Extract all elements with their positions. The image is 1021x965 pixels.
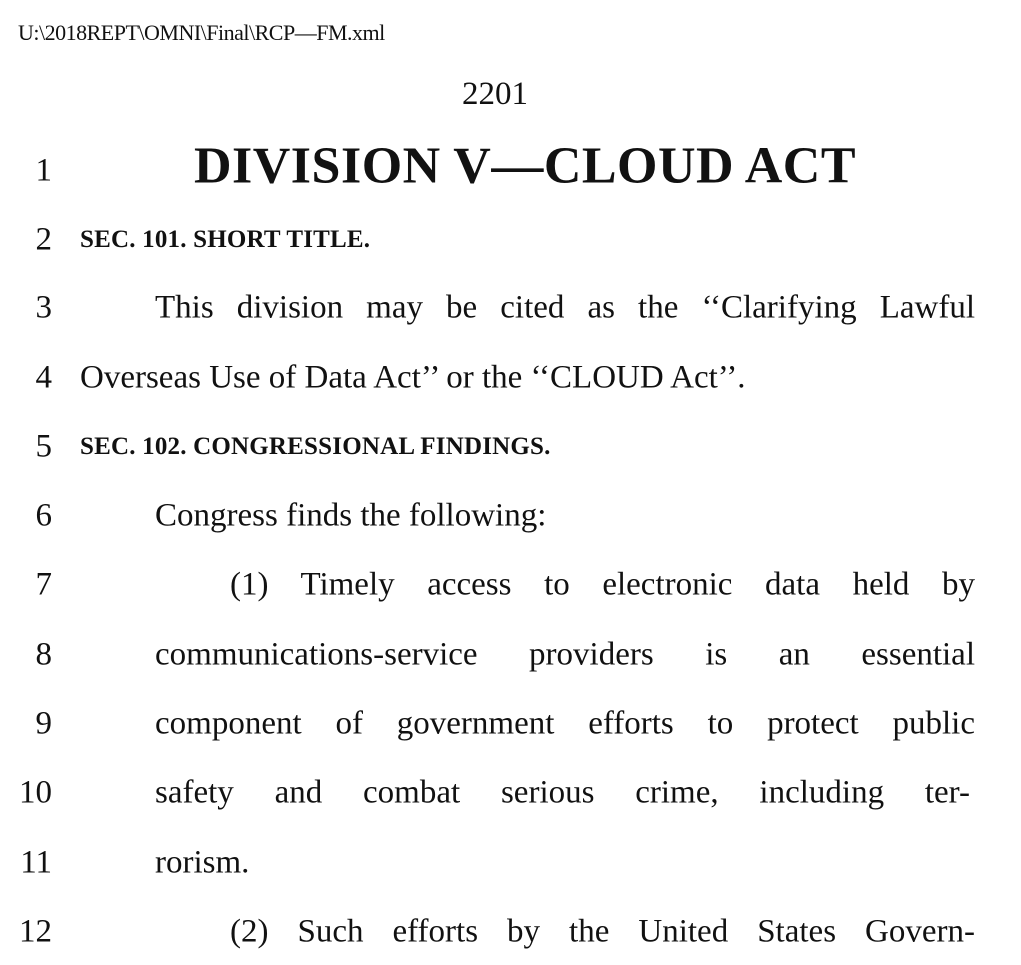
body-text-line: This division may be cited as the ‘‘Clarifying Lawful: [155, 289, 975, 326]
document-line: [0, 699, 1021, 749]
line-number: 4: [35, 359, 52, 396]
line-number: 7: [35, 566, 52, 603]
line-number: 6: [35, 497, 52, 534]
body-text-line: (1) Timely access to electronic data held by: [230, 566, 975, 603]
document-line: [0, 630, 1021, 680]
document-line: [0, 560, 1021, 610]
document-line: [0, 907, 1021, 957]
file-path: U:\2018REPT\OMNI\Final\RCP—FM.xml: [18, 20, 385, 45]
line-number: 9: [35, 705, 52, 742]
line-number: 5: [35, 428, 52, 465]
line-number: 8: [35, 636, 52, 673]
line-number: 11: [20, 844, 52, 881]
body-text-line: rorism.: [155, 844, 250, 881]
document-line: [0, 215, 1021, 265]
division-title: DIVISION V—CLOUD ACT: [193, 137, 857, 195]
line-number: 3: [35, 289, 52, 326]
body-text-line: Overseas Use of Data Act’’ or the ‘‘CLOUD Act’’.: [80, 359, 746, 396]
document-line: [0, 491, 1021, 541]
body-text-line: Congress finds the following:: [155, 497, 547, 534]
section-heading: SEC. 102. CONGRESSIONAL FINDINGS.: [80, 433, 551, 460]
line-number: 12: [19, 913, 52, 950]
body-text-line: component of government efforts to protect public: [155, 705, 975, 742]
document-line: [0, 838, 1021, 888]
section-heading: SEC. 101. SHORT TITLE.: [80, 226, 371, 253]
body-text-line: communications-service providers is an essential: [155, 636, 975, 673]
line-number: 1: [35, 152, 52, 189]
document-line: [0, 137, 1021, 195]
body-text-line: safety and combat serious crime, including ter-: [155, 774, 970, 811]
line-number: 10: [19, 774, 52, 811]
body-text-line: (2) Such efforts by the United States Govern-: [230, 913, 975, 950]
page-number: 2201: [462, 76, 528, 112]
line-number: 2: [35, 221, 52, 258]
document-line: [0, 768, 1021, 818]
document-line: [0, 422, 1021, 472]
document-line: [0, 353, 1021, 403]
document-line: [0, 283, 1021, 333]
